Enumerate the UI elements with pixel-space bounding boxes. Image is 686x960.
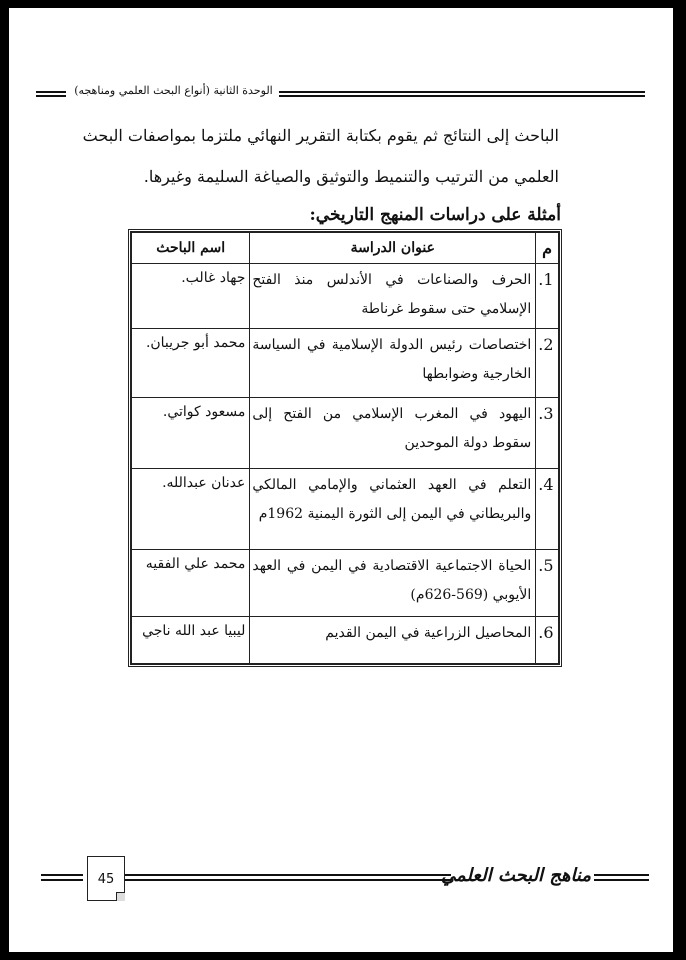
row-title: الحرف والصناعات في الأندلس منذ الفتح الإسلامي حتى سقوط غرناطة [250,264,536,329]
page-number-box [87,856,125,901]
row-researcher: ليبيا عبد الله ناجي [132,617,250,664]
row-title: اليهود في المغرب الإسلامي من الفتح إلى سقوط دولة الموحدين [250,398,536,469]
row-title: التعلم في العهد العثماني والإمامي المالكي والبريطاني في اليمن إلى الثورة اليمنية 1962م [250,469,536,550]
table-row [132,264,559,329]
row-title: المحاصيل الزراعية في اليمن القديم [250,617,536,664]
table-header-row [132,233,559,264]
row-num: 2. [536,329,559,398]
row-num: 5. [536,550,559,617]
paragraph-line-1: الباحث إلى النتائج ثم يقوم بكتابة التقرير النهائي ملتزما بمواصفات البحث [82,126,559,145]
row-num: 4. [536,469,559,550]
footer-logo: مناهج البحث العلمي [441,865,591,886]
header-rule-right [279,91,645,97]
row-researcher: مسعود كواتي. [132,398,250,469]
row-researcher: محمد أبو جريبان. [132,329,250,398]
header-researcher: اسم الباحث [132,233,250,264]
row-researcher: جهاد غالب. [132,264,250,329]
row-num: 6. [536,617,559,664]
footer-rule-left [41,874,83,881]
table-row [132,469,559,550]
paragraph-line-2: العلمي من الترتيب والتنميط والتوثيق والصياغة السليمة وغيرها. [143,167,559,186]
header-rule-left [36,91,66,97]
row-title: اختصاصات رئيس الدولة الإسلامية في السياسة الخارجية وضوابطها [250,329,536,398]
footer-rule-right [594,874,649,881]
row-researcher: محمد علي الفقيه [132,550,250,617]
table-row [132,398,559,469]
header-num: م [536,233,559,264]
document-page [9,8,673,952]
table-row [132,550,559,617]
page-number: 45 [97,872,115,887]
header-title: عنوان الدراسة [250,233,536,264]
page-fold-icon [116,892,125,901]
table-row [132,329,559,398]
row-num: 3. [536,398,559,469]
section-heading: أمثلة على دراسات المنهج التاريخي: [309,205,561,225]
row-researcher: عدنان عبدالله. [132,469,250,550]
footer-rule-middle [125,874,451,881]
row-title: الحياة الاجتماعية الاقتصادية في اليمن في العهد الأيوبي (569-626م) [250,550,536,617]
row-num: 1. [536,264,559,329]
table-row [132,617,559,664]
studies-table [128,229,562,667]
running-header: الوحدة الثانية (أنواع البحث العلمي ومناهجه) [74,84,273,97]
